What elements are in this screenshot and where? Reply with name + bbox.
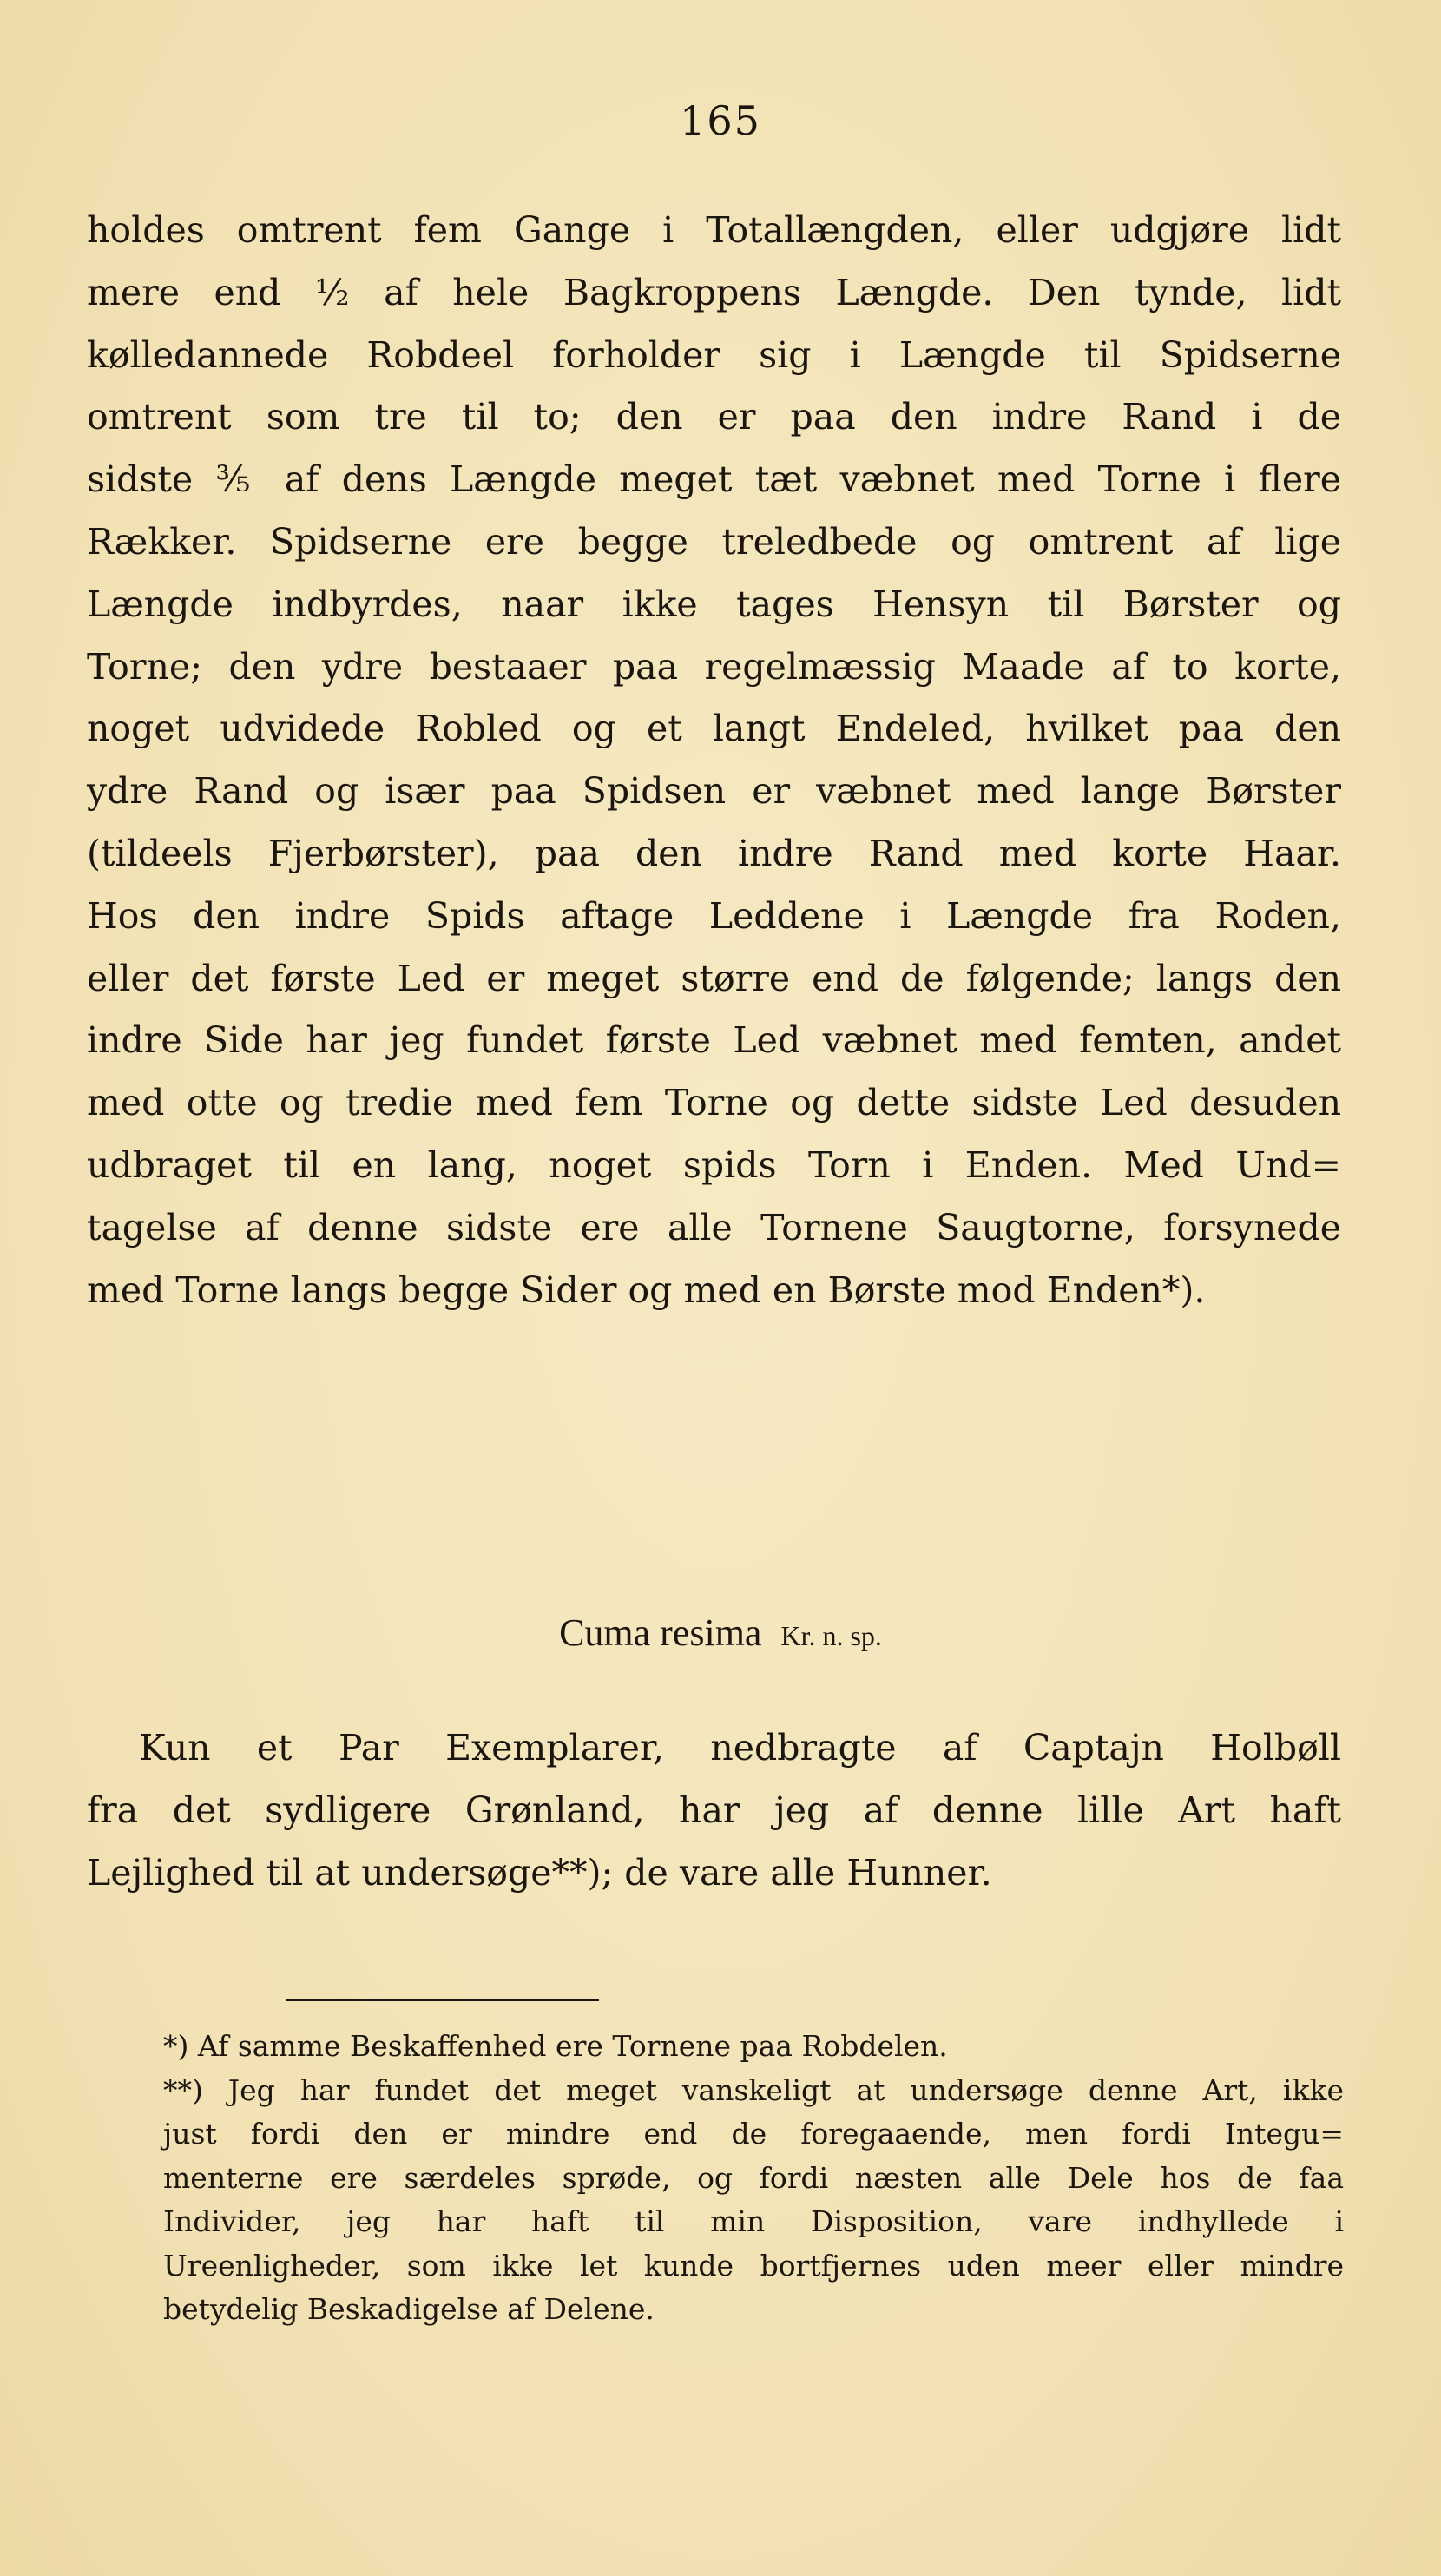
text-line: noget udvidede Robled og et langt Endeled, hvilket paa den — [87, 708, 1341, 750]
text-line: sidste ⅗ af dens Længde meget tæt væbnet med Torne i flere — [87, 458, 1341, 501]
text-line: ydre Rand og især paa Spidsen er væbnet med lange Børster — [87, 770, 1341, 813]
text-line: med otte og tredie med fem Torne og dette sidste Led desuden — [87, 1082, 1341, 1124]
body-paragraph — [87, 200, 1341, 1321]
text-line: Længde indbyrdes, naar ikke tages Hensyn til Børster og — [87, 583, 1341, 625]
footnote-line: just fordi den er mindre end de foregaaende, men fordi Integu= — [163, 2117, 1344, 2151]
text-line: (tildeels Fjerbørster), paa den indre Rand med korte Haar. — [87, 832, 1341, 874]
page-number: 165 — [680, 97, 761, 144]
footnote-line: **) Jeg har fundet det meget vanskeligt at undersøge denne Art, ikke — [163, 2072, 1344, 2107]
text-line: kølledannede Robdeel forholder sig i Længde til Spidserne — [87, 333, 1341, 376]
text-line: Torne; den ydre bestaaer paa regelmæssig Maade af to korte, — [87, 645, 1341, 688]
footnote-line: betydelig Beskadigelse af Delene. — [163, 2292, 655, 2326]
footnote-line: *) Af samme Beskaffenhed ere Tornene paa Robdelen. — [163, 2029, 948, 2063]
footnote-line: Ureenligheder, som ikke let kunde bortfjernes uden meer eller mindre — [163, 2248, 1344, 2283]
species-heading — [0, 1611, 1441, 1655]
text-line: udbraget til en lang, noget spids Torn i Enden. Med Und= — [87, 1143, 1341, 1186]
footnote-line: menterne ere særdeles sprøde, og fordi næsten alle Dele hos de faa — [163, 2160, 1344, 2195]
text-line: mere end ½ af hele Bagkroppens Længde. Den tynde, lidt — [87, 271, 1341, 313]
species-paragraph — [87, 1717, 1341, 1904]
text-line: indre Side har jeg fundet første Led væbnet med femten, andet — [87, 1019, 1341, 1062]
text-line: Lejlighed til at undersøge**); de vare alle Hunner. — [87, 1851, 992, 1894]
text-line: holdes omtrent fem Gange i Totallængden, eller udgjøre lidt — [87, 209, 1341, 251]
text-line: fra det sydligere Grønland, har jeg af denne lille Art haft — [87, 1789, 1341, 1831]
text-line: eller det første Led er meget større end de følgende; langs den — [87, 957, 1341, 999]
footnote-divider — [286, 1999, 599, 2001]
text-line: med Torne langs begge Sider og med en Børste mod Enden*). — [87, 1268, 1206, 1311]
text-line: omtrent som tre til to; den er paa den indre Rand i de — [87, 396, 1341, 438]
text-line: tagelse af denne sidste ere alle Tornene Saugtorne, forsynede — [87, 1206, 1341, 1248]
footnote-line: Individer, jeg har haft til min Disposition, vare indhyllede i — [163, 2204, 1344, 2238]
species-name: Cuma resima — [559, 1611, 762, 1654]
text-line: Hos den indre Spids aftage Leddene i Længde fra Roden, — [87, 894, 1341, 937]
text-line: Rækker. Spidserne ere begge treledbede og omtrent af lige — [87, 520, 1341, 563]
text-line: Kun et Par Exemplarer, nedbragte af Captajn Holbøll — [139, 1727, 1341, 1769]
species-authority: Kr. n. sp. — [780, 1620, 882, 1651]
footnotes — [102, 2025, 1344, 2332]
